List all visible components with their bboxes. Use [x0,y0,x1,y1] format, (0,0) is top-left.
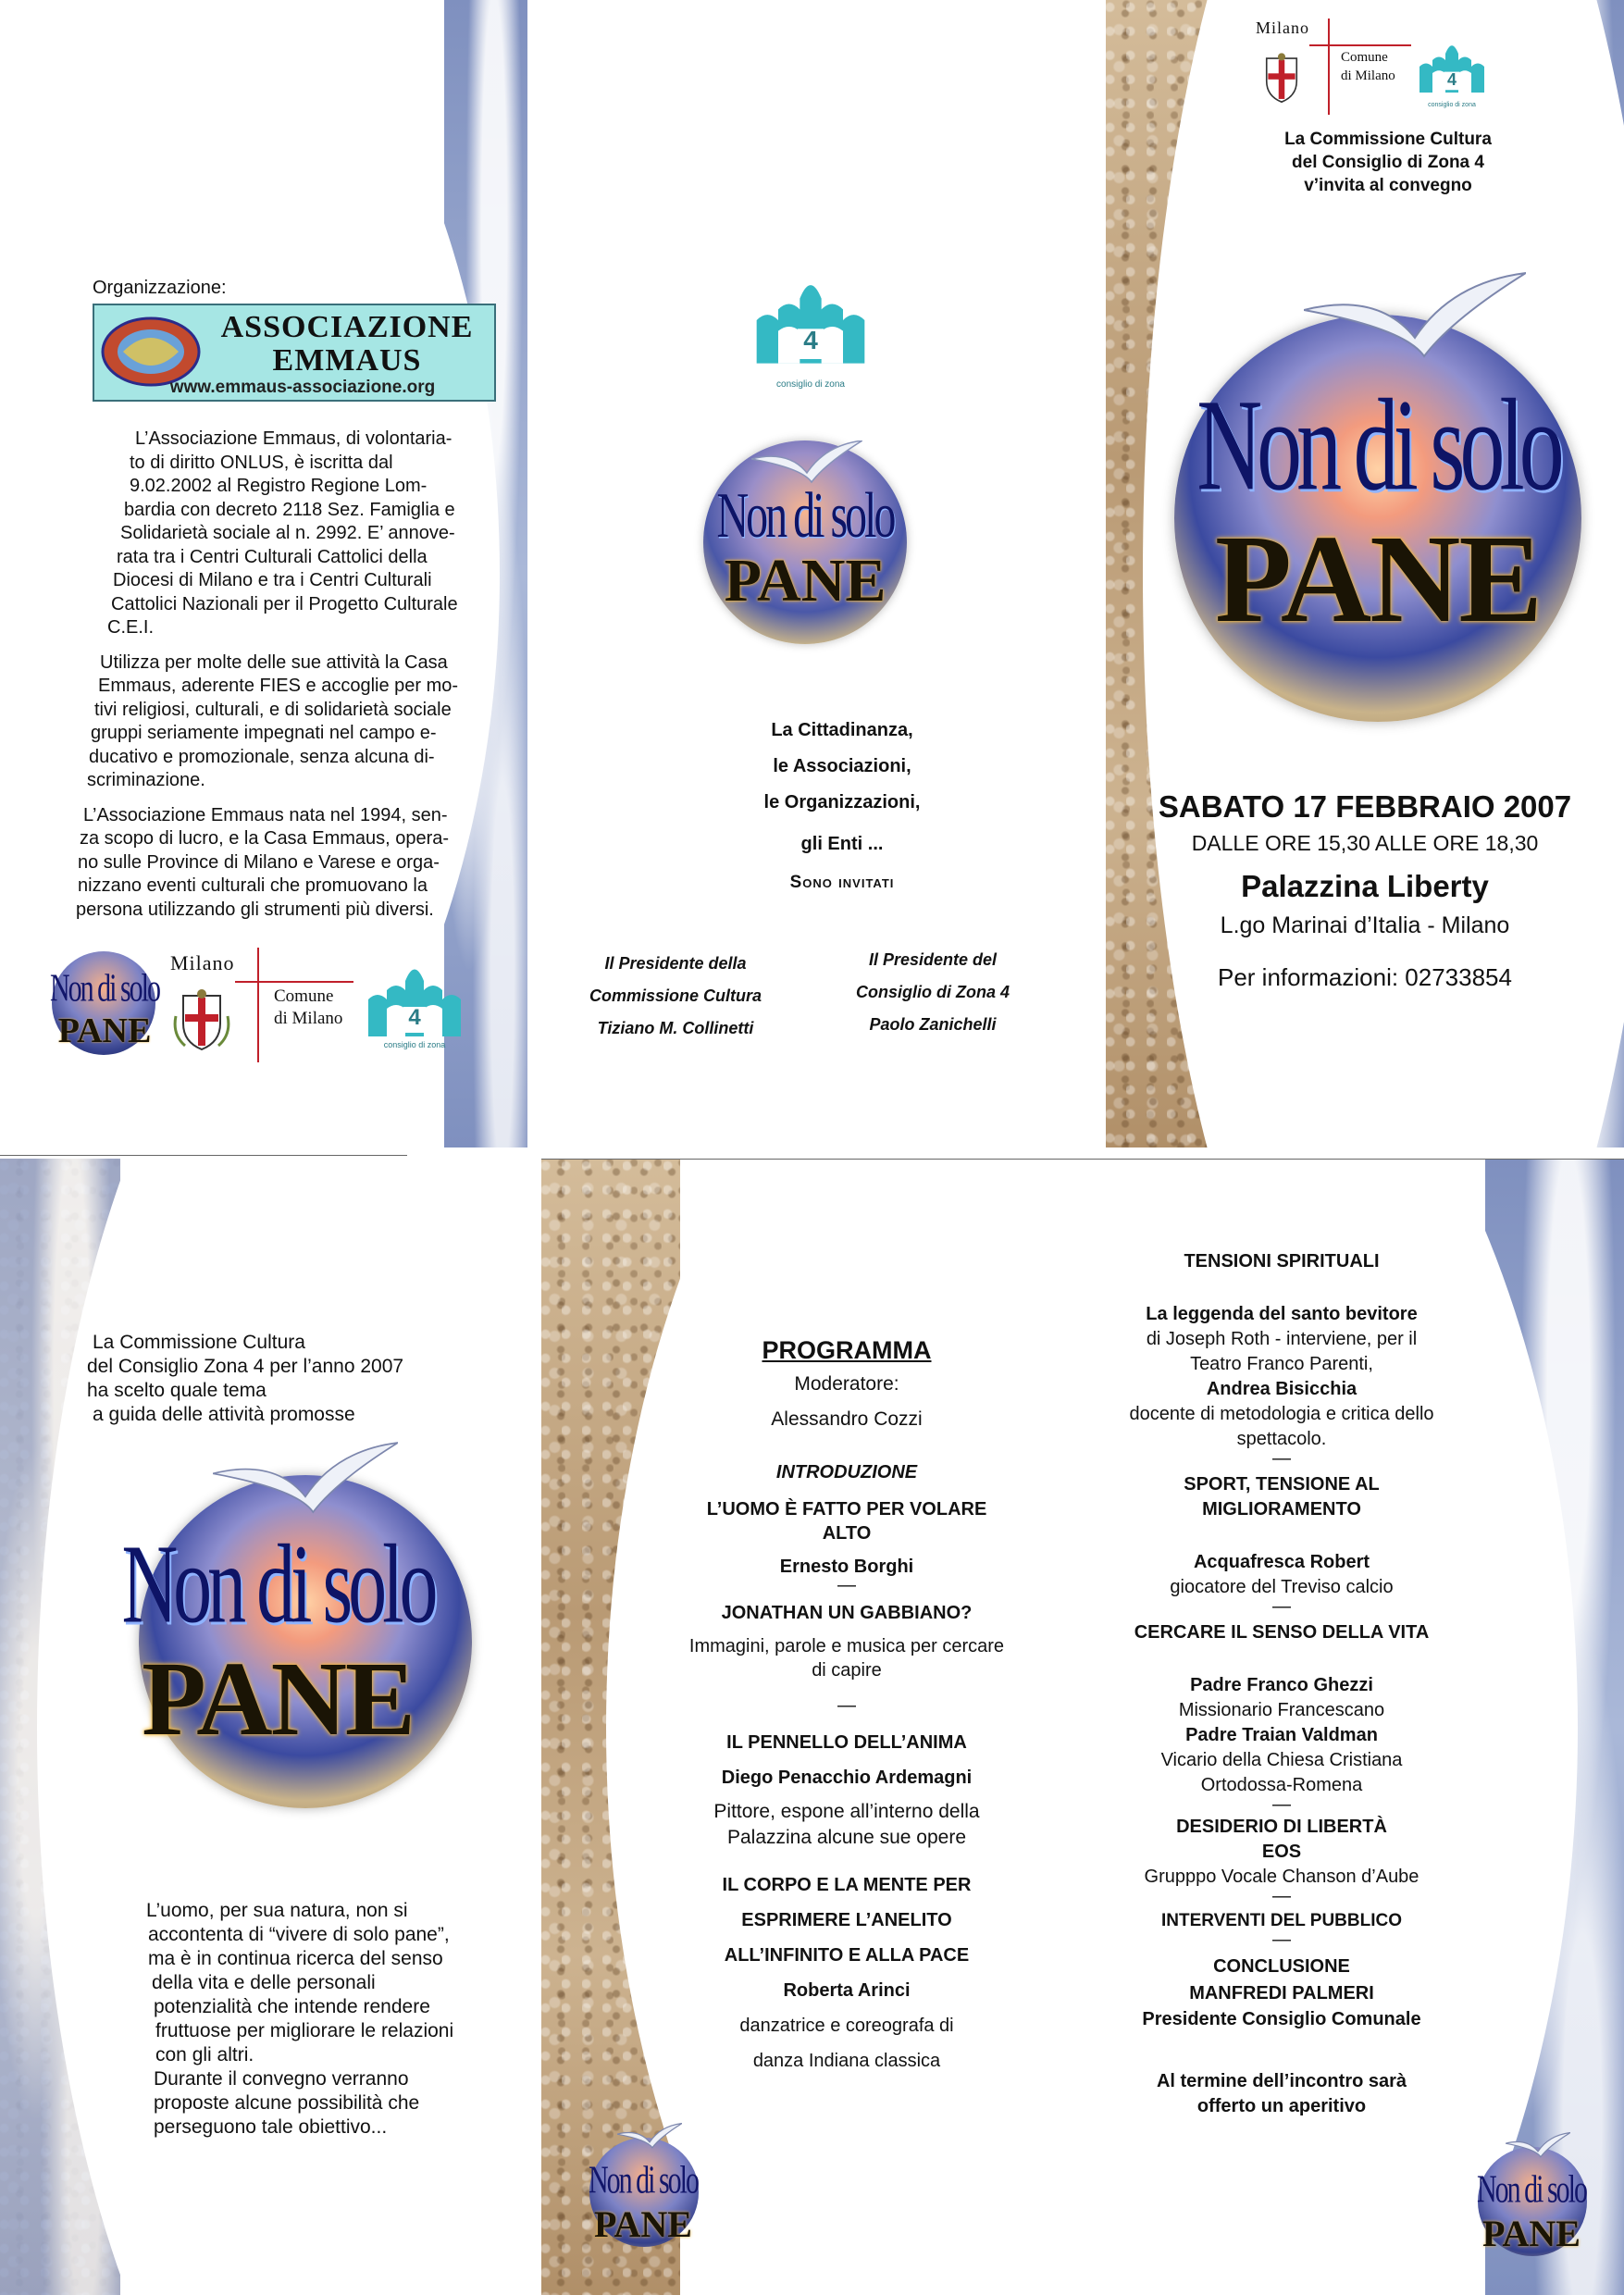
separator: — [1272,1596,1291,1617]
comune-line2: di Milano [274,1009,343,1028]
talk3-speaker: Diego Penacchio Ardemagni [721,1768,973,1788]
talk3-desc: Pittore, espone all’interno della Palazzina alcune sue opere [713,1801,980,1848]
zona4-number: 4 [408,1005,421,1030]
program-panel [541,1159,1624,2295]
title-line2: PANE [142,1640,414,1757]
t5-title: INTERVENTI DEL PUBBLICO [1160,1911,1403,1930]
separator: — [1272,1886,1291,1906]
event-info-phone: Per informazioni: 02733854 [1218,963,1512,991]
milano-logo [167,946,370,1066]
emmaus-url: www.emmaus-associazione.org [169,378,436,397]
t1-role: docente di metodologia e critica dello spettacolo. [1129,1404,1434,1449]
title-logo-large [1156,268,1600,750]
event-date: SABATO 17 FEBBRAIO 2007 [1158,789,1572,824]
para1: L’Associazione Emmaus, di volontaria- to di diritto ONLUS, è iscritta dal 9.02.2002 al Registro Regione Lom- bardia con decreto 2118 Sez. Famiglia e Solidarietà sociale al n. 2992. E’ annove- rata tra i Centri Culturali Cattolici della Diocesi di Milano e tra i Centri Culturali Cattolici Nazionali per il Progetto Culturale C.E.I. [107,428,458,638]
small-title-logo [1467,2130,1596,2269]
title-line1: Non di solo [716,480,894,552]
title-line1: Non di solo [1196,373,1559,519]
para3: L’Associazione Emmaus nata nel 1994, sen- za scopo di lucro, e la Casa Emmaus, opera- no sulle Province di Milano e Varese e orga- nizzano eventi culturali che promuovano la persona utilizzando gli strumenti più diversi. [76,804,450,920]
moderator-name: Alessandro Cozzi [771,1408,923,1430]
milano-logo [1254,17,1420,118]
milano-crest-icon [172,988,231,1053]
closing-note: Al termine dell’incontro sarà offerto un aperitivo [1156,2071,1407,2116]
milano-divider-h [235,981,353,983]
zona4-number: 4 [803,326,818,354]
separator: — [837,1695,856,1716]
title-line2: PANE [724,547,886,614]
event-address: L.go Marinai d’Italia - Milano [1220,912,1510,938]
event-venue: Palazzina Liberty [1241,869,1489,903]
gull-icon [617,2123,682,2156]
inner-left-panel [0,1159,527,2295]
gull-icon [1506,2132,1570,2165]
milano-divider-v [257,948,259,1062]
small-title-line2: PANE [594,2203,692,2245]
event-info [1124,788,1605,992]
comune-line2: di Milano [1341,68,1395,83]
para2: Utilizza per molte delle sue attività la Casa Emmaus, aderente FIES e accoglie per mo- tivi religiosi, culturali, e di solidarietà sociale gruppi seriamente impegnati nel campo e- ducativo e promozionale, senza alcuna di- scriminazione. [87,651,459,790]
small-title-line1: Non di solo [588,2159,698,2202]
separator: — [1272,1794,1291,1815]
title-line2: PANE [1214,510,1542,649]
milano-divider-h [1309,44,1411,46]
cover-panel [1106,0,1624,1148]
middle-panel [527,0,1106,1148]
small-title-line2: PANE [1482,2213,1581,2254]
signature-right: Il Presidente del Consiglio di Zona 4 Paolo Zanichelli [856,950,1010,1034]
zona4-emblem-icon [746,265,875,376]
t2-title: SPORT, TENSIONE AL MIGLIORAMENTO [1184,1474,1380,1520]
zona4-text: consiglio di zona [776,379,845,390]
t1-desc: di Joseph Roth - interviene, per il Teatro Franco Parenti, [1146,1329,1418,1374]
fold-line [0,1155,407,1156]
title-line1: Non di solo [121,1522,434,1647]
talk1-title: L’UOMO È FATTO PER VOLARE ALTO [706,1499,987,1544]
talk2-title: JONATHAN UN GABBIANO? [721,1603,973,1623]
talk3-title: IL PENNELLO DELL’ANIMA [726,1732,967,1753]
t4-role: Grupppo Vocale Chanson d’Aube [1144,1867,1419,1887]
small-title-line1: Non di solo [49,967,159,1011]
title-logo-medium [685,437,925,659]
zona4-logo-large [746,265,875,394]
emmaus-description [74,428,500,922]
org-label: Organizzazione: [93,278,227,298]
t1-speaker: Andrea Bisicchia [1206,1379,1357,1399]
t6-role: Presidente Consiglio Comunale [1142,2009,1421,2029]
zona4-logo [1413,33,1491,111]
intro-label: INTRODUZIONE [775,1462,918,1482]
separator: — [837,1575,856,1595]
zona4-text: consiglio di zona [383,1040,446,1049]
small-title-line1: Non di solo [1476,2168,1586,2212]
zona4-emblem-icon [1413,33,1491,100]
talk4-title: IL CORPO E LA MENTE PER ESPRIMERE L’ANELITO ALL’INFINITO E ALLA PACE [722,1875,972,1966]
t3-role1: Missionario Francescano [1178,1700,1385,1720]
t1-title: La leggenda del santo bevitore [1146,1304,1418,1324]
zona4-emblem-icon [359,953,470,1046]
invite-block: La Cittadinanza, le Associazioni, le Organizzazioni, gli Enti ... Sono invitati [676,713,1009,900]
zona4-text: consiglio di zona [1428,102,1476,108]
t3-speaker1: Padre Franco Ghezzi [1190,1675,1373,1695]
t2-speaker: Acquafresca Robert [1193,1552,1370,1572]
tensions-heading: TENSIONI SPIRITUALI [1184,1251,1380,1272]
invited-line: Sono invitati [789,873,895,892]
emmaus-logo [93,304,496,402]
fold-line-top [541,1159,1624,1160]
inner-intro: La Commissione Cultura del Consiglio Zona 4 per l’anno 2007 ha scelto quale tema a guida delle attività promosse [87,1332,404,1425]
small-title-line2: PANE [57,1011,152,1050]
zona4-number: 4 [1446,70,1457,89]
inner-body: L’uomo, per sua natura, non si accontenta di “vivere di solo pane”, ma è in continua ricerca del senso della vita e delle personali potenzialità che intende rendere fruttuose per migliorare le relazioni con gli altri. Durante il convegno verranno proposte alcune possibilità che perseguono tale obiettivo... [146,1900,454,2138]
milano-label: Milano [1256,19,1309,37]
t6-title: CONCLUSIONE MANFREDI PALMERI [1189,1956,1374,2003]
talk4-speaker: Roberta Arinci [783,1980,911,2001]
milano-divider-v [1328,19,1330,115]
signature-left: Il Presidente della Commissione Cultura Tiziano M. Collinetti [589,954,762,1037]
comune-line1: Comune [1341,50,1388,65]
back-panel [0,0,527,1148]
milano-crest-icon [1258,52,1306,105]
separator: — [1272,1929,1291,1950]
event-time: DALLE ORE 15,30 ALLE ORE 18,30 [1191,831,1539,855]
program-title: PROGRAMMA [762,1336,932,1364]
t3-role2: Vicario della Chiesa Cristiana Ortodossa-Romena [1160,1750,1403,1795]
title-logo-large [102,1438,472,1845]
t2-role: giocatore del Treviso calcio [1170,1577,1394,1597]
small-title-logo [578,2121,708,2260]
milano-label: Milano [170,951,235,974]
talk2-desc: Immagini, parole e musica per cercare di capire [688,1636,1005,1681]
talk4-desc: danzatrice e coreografa di danza Indiana classica [739,2016,954,2071]
t3-title: CERCARE IL SENSO DELLA VITA [1134,1622,1430,1643]
program-column-left [662,1334,1032,2078]
t4-title: DESIDERIO DI LIBERTÀ EOS [1176,1817,1387,1862]
emmaus-name: ASSOCIAZIONE EMMAUS [220,310,474,378]
cover-intro: La Commissione Cultura del Consiglio di Zona 4 v’invita al convegno [1284,130,1492,195]
small-title-logo [43,946,163,1066]
program-column-right [1097,1249,1467,2119]
comune-line1: Comune [274,986,334,1006]
t3-speaker2: Padre Traian Valdman [1185,1725,1378,1745]
separator: — [1272,1448,1291,1469]
talk1-speaker: Ernesto Borghi [779,1557,914,1577]
zona4-logo [359,953,470,1055]
moderator-label: Moderatore: [794,1373,899,1395]
